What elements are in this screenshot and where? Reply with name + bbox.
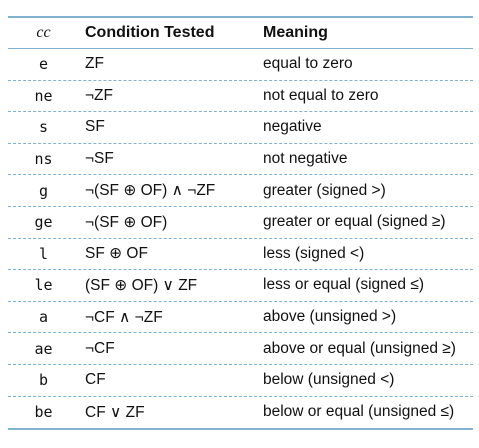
cc-cell: ns [34,150,53,169]
meaning-cell: negative [263,118,322,136]
meaning-cell: less or equal (signed ≤) [263,276,425,294]
table-row [8,112,473,144]
table-row [8,175,473,207]
cc-cell: g [38,181,49,200]
header-condition-tested: Condition Tested [85,24,215,41]
table-row [8,144,473,176]
condition-cell: CF [85,371,106,389]
meaning-cell: greater or equal (signed ≥) [263,213,446,231]
meaning-cell: equal to zero [263,55,353,73]
condition-cell: SF [85,118,105,136]
table-row [8,333,473,365]
cc-cell: l [38,244,49,263]
condition-cell: ¬(SF ⊕ OF) [85,213,168,231]
cc-cell: s [38,118,49,137]
table-row [8,302,473,334]
cc-cell: e [38,55,49,74]
condition-cell: SF ⊕ OF [85,245,148,263]
meaning-cell: above or equal (unsigned ≥) [263,339,456,357]
table-header-row [8,18,473,49]
header-meaning: Meaning [263,24,328,41]
condition-cell: ¬CF [85,339,115,357]
header-cc: cc [36,24,51,41]
cc-cell: ne [34,86,53,105]
table-row [8,270,473,302]
condition-cell: CF ∨ ZF [85,403,145,421]
cc-cell: ae [34,339,53,358]
table-row [8,239,473,271]
condition-cell: ¬SF [85,150,114,168]
meaning-cell: above (unsigned >) [263,308,397,326]
condition-cell: ¬CF ∧ ¬ZF [85,308,163,326]
table-row [8,81,473,113]
condition-cell: ¬(SF ⊕ OF) ∧ ¬ZF [85,182,216,200]
cc-cell: b [38,371,49,390]
table-row [8,397,473,429]
condition-cell: (SF ⊕ OF) ∨ ZF [85,276,198,294]
condition-cell: ZF [85,55,104,73]
meaning-cell: less (signed <) [263,244,365,262]
cc-cell: a [38,308,49,327]
cc-cell: le [34,276,53,295]
meaning-cell: not equal to zero [263,86,379,104]
meaning-cell: not negative [263,150,348,168]
condition-cell: ¬ZF [85,86,113,104]
meaning-cell: below (unsigned <) [263,371,395,389]
condition-code-table [8,16,473,430]
cc-cell: ge [34,213,53,232]
table-row [8,49,473,81]
cc-cell: be [34,403,53,422]
meaning-cell: below or equal (unsigned ≤) [263,403,455,421]
table-row [8,365,473,397]
table-row [8,207,473,239]
meaning-cell: greater (signed >) [263,181,386,199]
table-bottom-rule [8,428,473,430]
